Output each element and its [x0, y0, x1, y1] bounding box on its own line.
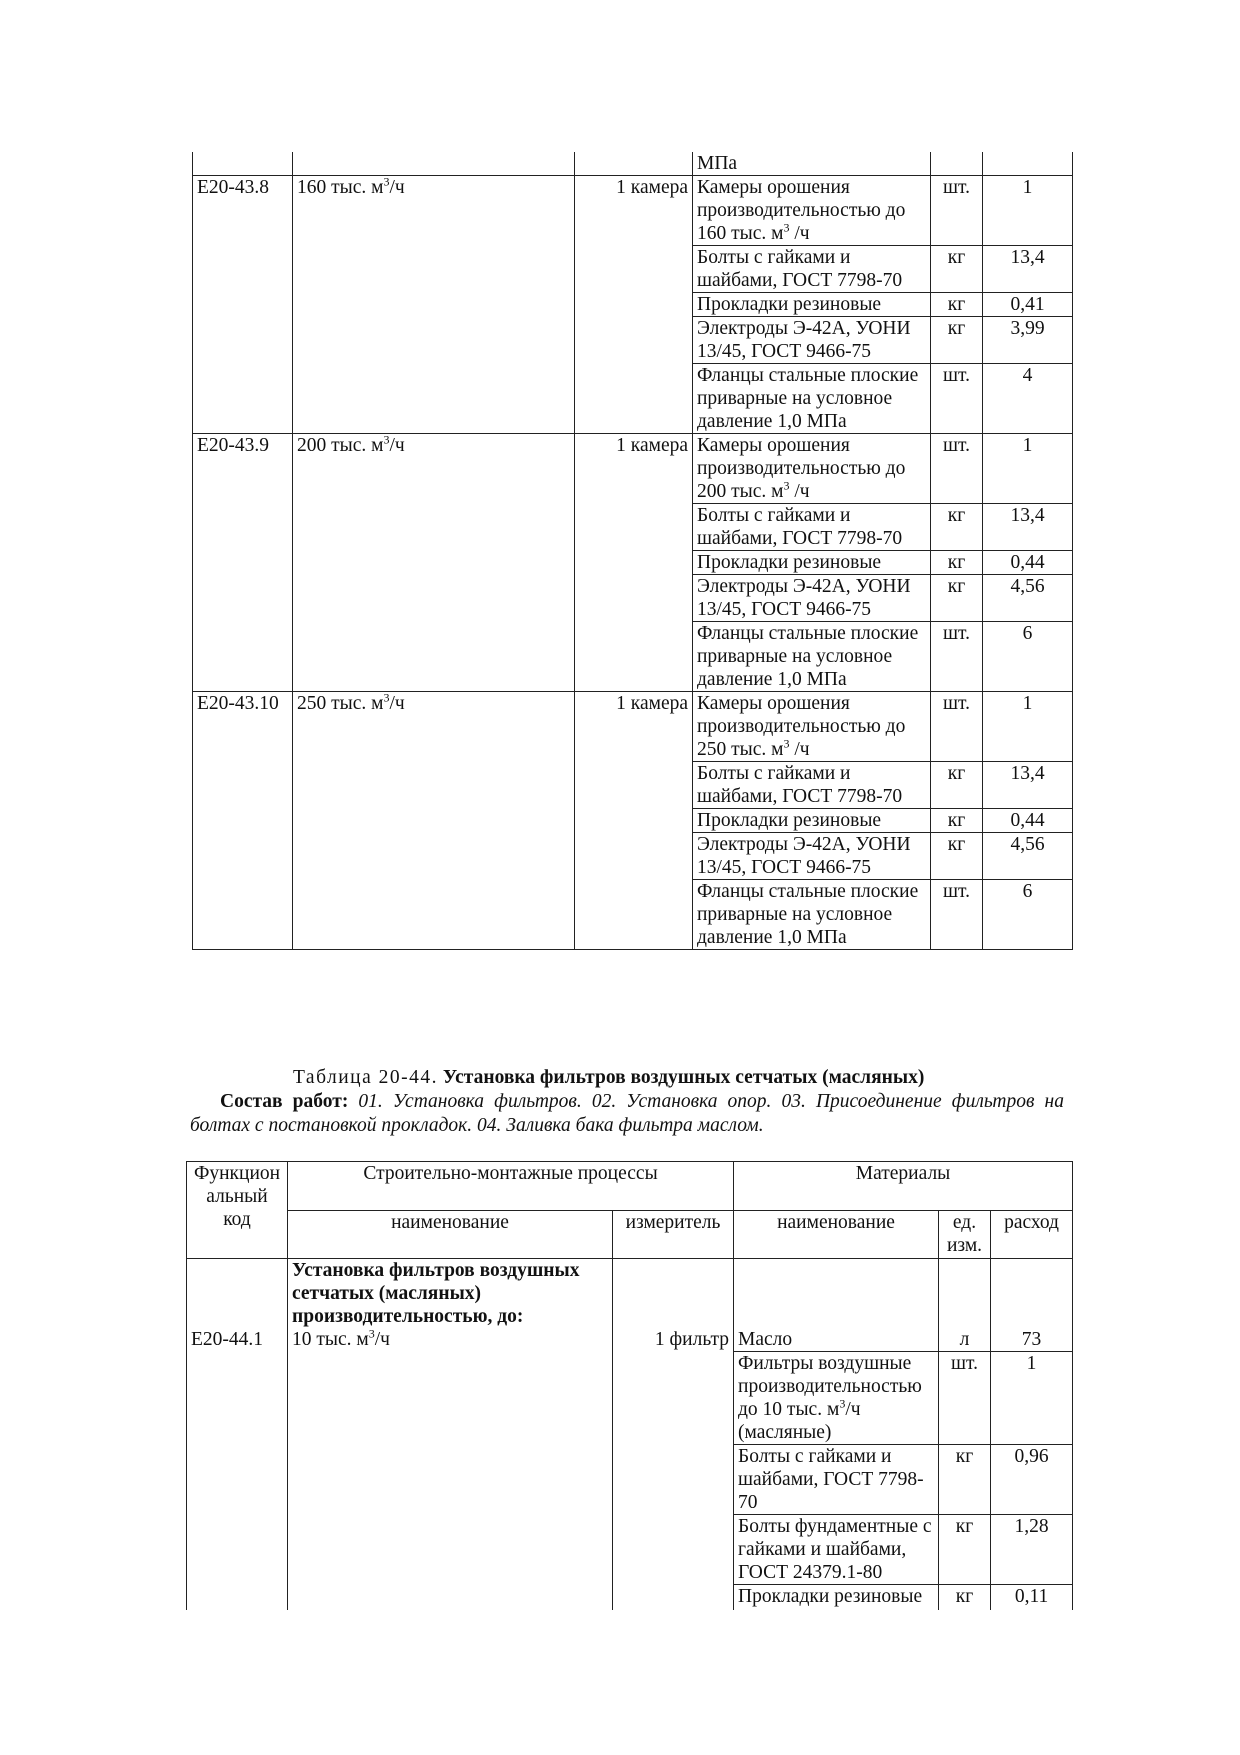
table-number: Таблица 20-44.: [293, 1067, 439, 1088]
material-amount-cell: 0,44: [983, 551, 1073, 575]
material-amount-cell: 0,44: [983, 809, 1073, 833]
material-name-cell: МПа: [693, 152, 931, 176]
material-unit-cell: кг: [931, 551, 983, 575]
material-name-cell: Электроды Э-42А, УОНИ 13/45, ГОСТ 9466-75: [693, 575, 931, 622]
material-name-cell: Болты с гайками и шайбами, ГОСТ 7798-70: [693, 504, 931, 551]
table-row: [193, 152, 1073, 176]
material-name-cell: Масло: [734, 1259, 939, 1352]
material-amount-cell: 13,4: [983, 504, 1073, 551]
material-amount-cell: 6: [983, 622, 1073, 692]
process-name-cell: [288, 1259, 613, 1610]
work-composition-label: Состав работ:: [220, 1091, 349, 1112]
work-composition: [190, 1090, 1064, 1138]
header-process-unit: измеритель: [613, 1211, 734, 1259]
header-process-name: наименование: [288, 1211, 613, 1259]
code-cell: [193, 152, 293, 176]
material-amount-cell: 4: [983, 364, 1073, 434]
material-unit-cell: кг: [939, 1515, 991, 1585]
material-amount-cell: 4,56: [983, 833, 1073, 880]
norms-table-20-43: [192, 152, 1073, 950]
material-name-cell: Фильтры воздушные производительностью до 10 тыс. $м^3/ч$ (масляные): [734, 1352, 939, 1445]
material-amount-cell: 3,99: [983, 317, 1073, 364]
material-amount-cell: 4,56: [983, 575, 1073, 622]
material-amount-cell: 1: [983, 692, 1073, 762]
material-unit-cell: шт.: [931, 434, 983, 504]
material-amount-cell: 0,96: [991, 1445, 1073, 1515]
material-amount-cell: 1: [983, 176, 1073, 246]
header-materials: Материалы: [734, 1162, 1073, 1211]
group-title: Установка фильтров воздушных сетчатых (масляных) производительностью, до:: [292, 1260, 580, 1327]
material-amount-cell: 1: [991, 1352, 1073, 1445]
material-unit-cell: шт.: [931, 622, 983, 692]
material-name-cell: Болты с гайками и шайбами, ГОСТ 7798-70: [693, 246, 931, 293]
material-unit-cell: кг: [939, 1445, 991, 1515]
code-cell: Е20-43.10: [193, 692, 293, 950]
material-unit-cell: кг: [931, 504, 983, 551]
material-name-cell: Болты с гайками и шайбами, ГОСТ 7798-70: [734, 1445, 939, 1515]
process-name-cell: 250 тыс. $м^3/ч$: [293, 692, 575, 950]
material-amount-cell: 6: [983, 880, 1073, 950]
material-amount-cell: [983, 152, 1073, 176]
material-name-cell: Фланцы стальные плоские приварные на условное давление 1,0 МПа: [693, 364, 931, 434]
material-unit-cell: кг: [931, 809, 983, 833]
material-unit-cell: кг: [931, 833, 983, 880]
material-name-cell: Прокладки резиновые: [734, 1585, 939, 1610]
table-row: [193, 434, 1073, 504]
material-unit-cell: кг: [931, 317, 983, 364]
material-amount-cell: 13,4: [983, 762, 1073, 809]
material-unit-cell: кг: [939, 1585, 991, 1610]
material-amount-cell: 1,28: [991, 1515, 1073, 1585]
material-unit-cell: кг: [931, 575, 983, 622]
process-name-cell: 200 тыс. $м^3/ч$: [293, 434, 575, 692]
process-name-cell: [293, 152, 575, 176]
table-row: [187, 1259, 1073, 1352]
material-name-cell: Фланцы стальные плоские приварные на условное давление 1,0 МПа: [693, 622, 931, 692]
material-name-cell: Прокладки резиновые: [693, 293, 931, 317]
code-cell: Е20-43.9: [193, 434, 293, 692]
material-name-cell: Фланцы стальные плоские приварные на условное давление 1,0 МПа: [693, 880, 931, 950]
material-unit-cell: л: [939, 1259, 991, 1352]
material-name-cell: Камеры орошения производительностью до 160 тыс. $м^3$ /ч: [693, 176, 931, 246]
work-composition-text: 01. Установка фильтров. 02. Установка опор. 03. Присоединение фильтров на болтах с постановкой прокладок. 04. Заливка бака фильтра маслом.: [190, 1091, 1064, 1136]
material-amount-cell: 0,41: [983, 293, 1073, 317]
material-unit-cell: кг: [931, 762, 983, 809]
material-unit-cell: шт.: [931, 692, 983, 762]
header-material-amount: расход: [991, 1211, 1073, 1259]
material-name-cell: Камеры орошения производительностью до 200 тыс. $м^3$ /ч: [693, 434, 931, 504]
process-name-value: 10 тыс. $м^3/ч$: [292, 1326, 390, 1350]
material-amount-cell: 1: [983, 434, 1073, 504]
material-unit-cell: шт.: [931, 364, 983, 434]
material-name-cell: Прокладки резиновые: [693, 551, 931, 575]
process-name-cell: 160 тыс. $м^3/ч$: [293, 176, 575, 434]
code-cell: Е20-44.1: [187, 1259, 288, 1610]
material-name-cell: Электроды Э-42А, УОНИ 13/45, ГОСТ 9466-75: [693, 317, 931, 364]
norms-table-20-44: [186, 1161, 1073, 1610]
header-material-unit: ед. изм.: [939, 1211, 991, 1259]
header-processes: Строительно-монтажные процессы: [288, 1162, 734, 1211]
material-unit-cell: кг: [931, 246, 983, 293]
material-name-cell: Прокладки резиновые: [693, 809, 931, 833]
code-cell: Е20-43.8: [193, 176, 293, 434]
table-row: [193, 176, 1073, 246]
process-unit-cell: [575, 152, 693, 176]
process-unit-cell: 1 камера: [575, 176, 693, 434]
material-amount-cell: 73: [991, 1259, 1073, 1352]
material-unit-cell: шт.: [939, 1352, 991, 1445]
process-unit-cell: 1 фильтр: [613, 1259, 734, 1610]
table-header-row: [187, 1162, 1073, 1211]
table-title: Установка фильтров воздушных сетчатых (масляных): [442, 1067, 925, 1088]
material-name-cell: Болты с гайками и шайбами, ГОСТ 7798-70: [693, 762, 931, 809]
material-name-cell: Электроды Э-42А, УОНИ 13/45, ГОСТ 9466-75: [693, 833, 931, 880]
material-amount-cell: 0,11: [991, 1585, 1073, 1610]
process-unit-cell: 1 камера: [575, 434, 693, 692]
material-name-cell: Болты фундаментные с гайками и шайбами, ГОСТ 24379.1-80: [734, 1515, 939, 1585]
material-amount-cell: 13,4: [983, 246, 1073, 293]
material-unit-cell: [931, 152, 983, 176]
material-unit-cell: шт.: [931, 176, 983, 246]
header-material-name: наименование: [734, 1211, 939, 1259]
material-name-cell: Камеры орошения производительностью до 250 тыс. $м^3$ /ч: [693, 692, 931, 762]
table-header-row: [187, 1211, 1073, 1259]
header-func-code: Функцион альный код: [187, 1162, 288, 1259]
process-unit-cell: 1 камера: [575, 692, 693, 950]
table-row: [193, 692, 1073, 762]
material-unit-cell: кг: [931, 293, 983, 317]
table-caption: [293, 1066, 924, 1089]
material-unit-cell: шт.: [931, 880, 983, 950]
